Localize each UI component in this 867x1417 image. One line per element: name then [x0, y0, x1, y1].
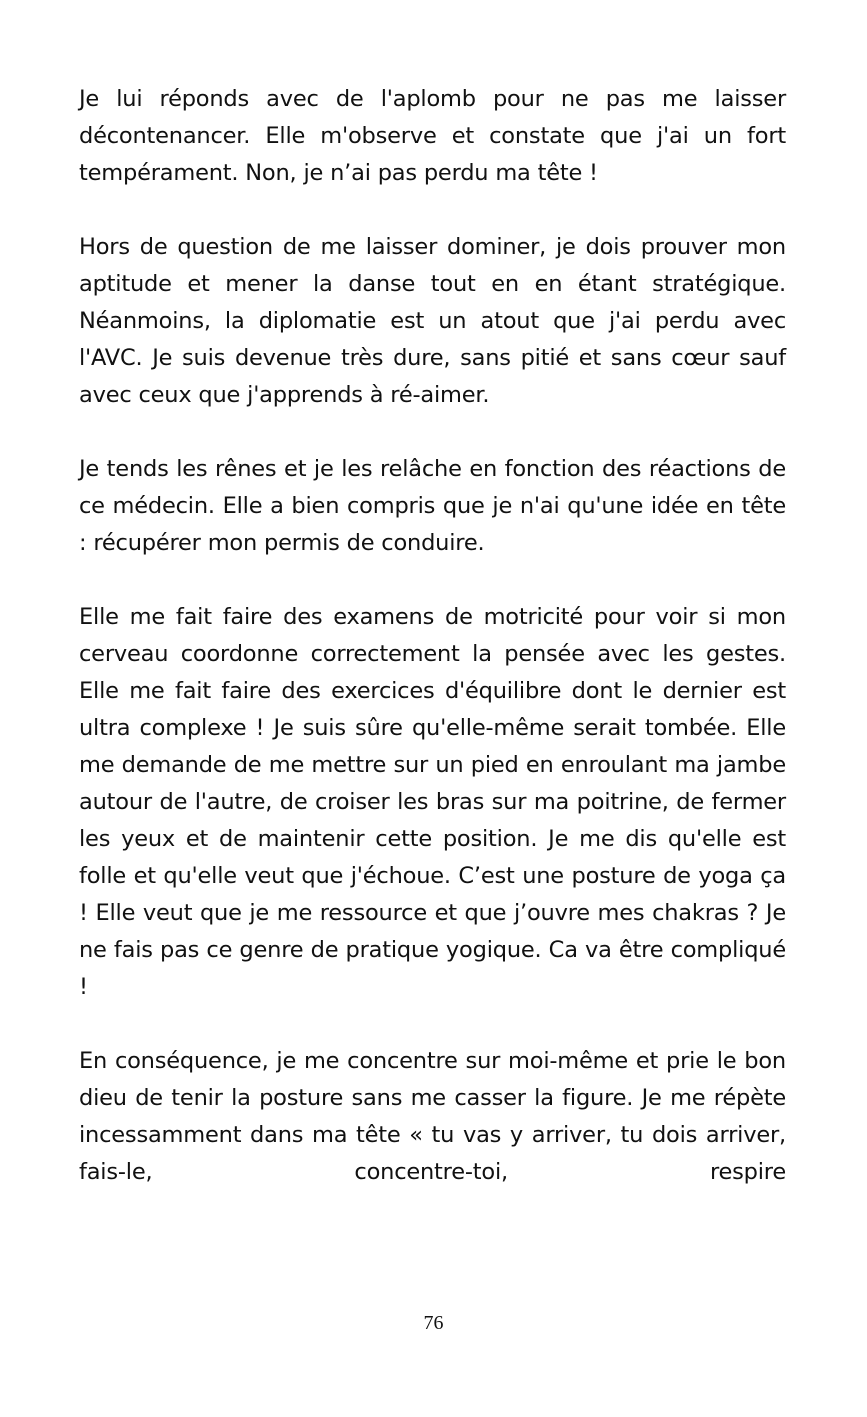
paragraph-5: En conséquence, je me concentre sur moi-même et prie le bon dieu de tenir la posture sans me casser la figure. Je me répète incessamment dans ma tête « tu vas y arriver, tu dois arriver, fais-le, concentre-toi, respire [79, 1048, 786, 1185]
paragraph-1: Je lui réponds avec de l'aplomb pour ne pas me laisser décontenancer. Elle m'observe et constate que j'ai un fort tempérament. Non, je n’ai pas perdu ma tête ! [79, 86, 786, 186]
page-number: 76 [423, 1312, 444, 1334]
body-text [79, 81, 786, 1191]
paragraph-3: Je tends les rênes et je les relâche en fonction des réactions de ce médecin. Elle a bien compris que je n'ai qu'une idée en tête : récupérer mon permis de conduire. [79, 456, 786, 556]
paragraph-2: Hors de question de me laisser dominer, je dois prouver mon aptitude et mener la danse tout en en étant stratégique. Néanmoins, la diplomatie est un atout que j'ai perdu avec l'AVC. Je suis devenue très dure, sans pitié et sans cœur sauf avec ceux que j'apprends à ré-aimer. [79, 234, 786, 408]
paragraph-4: Elle me fait faire des examens de motricité pour voir si mon cerveau coordonne correctement la pensée avec les gestes. Elle me fait faire des exercices d'équilibre dont le dernier est ultra complexe ! Je suis sûre qu'elle-même serait tombée. Elle me demande de me mettre sur un pied en enroulant ma jambe autour de l'autre, de croiser les bras sur ma poitrine, de fermer les yeux et de maintenir cette position. Je me dis qu'elle est folle et qu'elle veut que j'échoue. C’est une posture de yoga ça ! Elle veut que je me ressource et que j’ouvre mes chakras ? Je ne fais pas ce genre de pratique yogique. Ca va être compliqué ! [79, 604, 786, 1000]
